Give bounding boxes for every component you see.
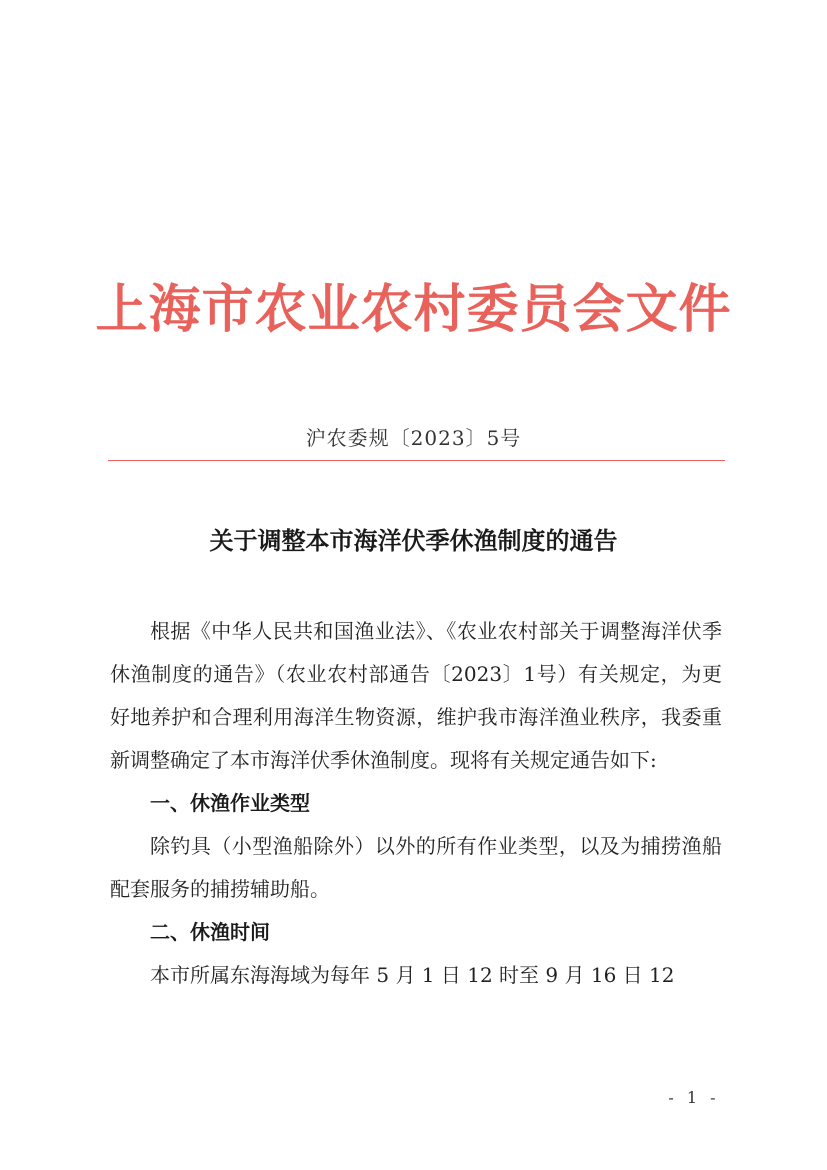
section-paragraph-1: 除钓具（小型渔船除外）以外的所有作业类型，以及为捕捞渔船配套服务的捕捞辅助船。 bbox=[110, 834, 722, 901]
document-header-title: 上海市农业农村委员会文件 bbox=[95, 279, 732, 340]
intro-paragraph: 根据《中华人民共和国渔业法》、《农业农村部关于调整海洋伏季休渔制度的通告》（农业农村部通告〔2023〕1号）有关规定，为更好地养护和合理利用海洋生物资源，维护我市海洋渔业秩序，我委重新调整确定了本市海洋伏季休渔制度。现将有关规定通告如下: bbox=[110, 619, 722, 772]
section-heading-2: 二、休渔时间 bbox=[150, 920, 270, 944]
section-heading-1: 一、休渔作业类型 bbox=[150, 791, 310, 815]
document-number: 沪农委规〔2023〕5号 bbox=[305, 426, 522, 450]
notice-title: 关于调整本市海洋伏季休渔制度的通告 bbox=[209, 526, 618, 555]
page-number: - 1 - bbox=[668, 1088, 720, 1107]
section-paragraph-2: 本市所属东海海域为每年 5 月 1 日 12 时至 9 月 16 日 12 bbox=[150, 963, 675, 987]
document-body bbox=[110, 610, 722, 997]
header-divider-rule bbox=[108, 460, 725, 461]
